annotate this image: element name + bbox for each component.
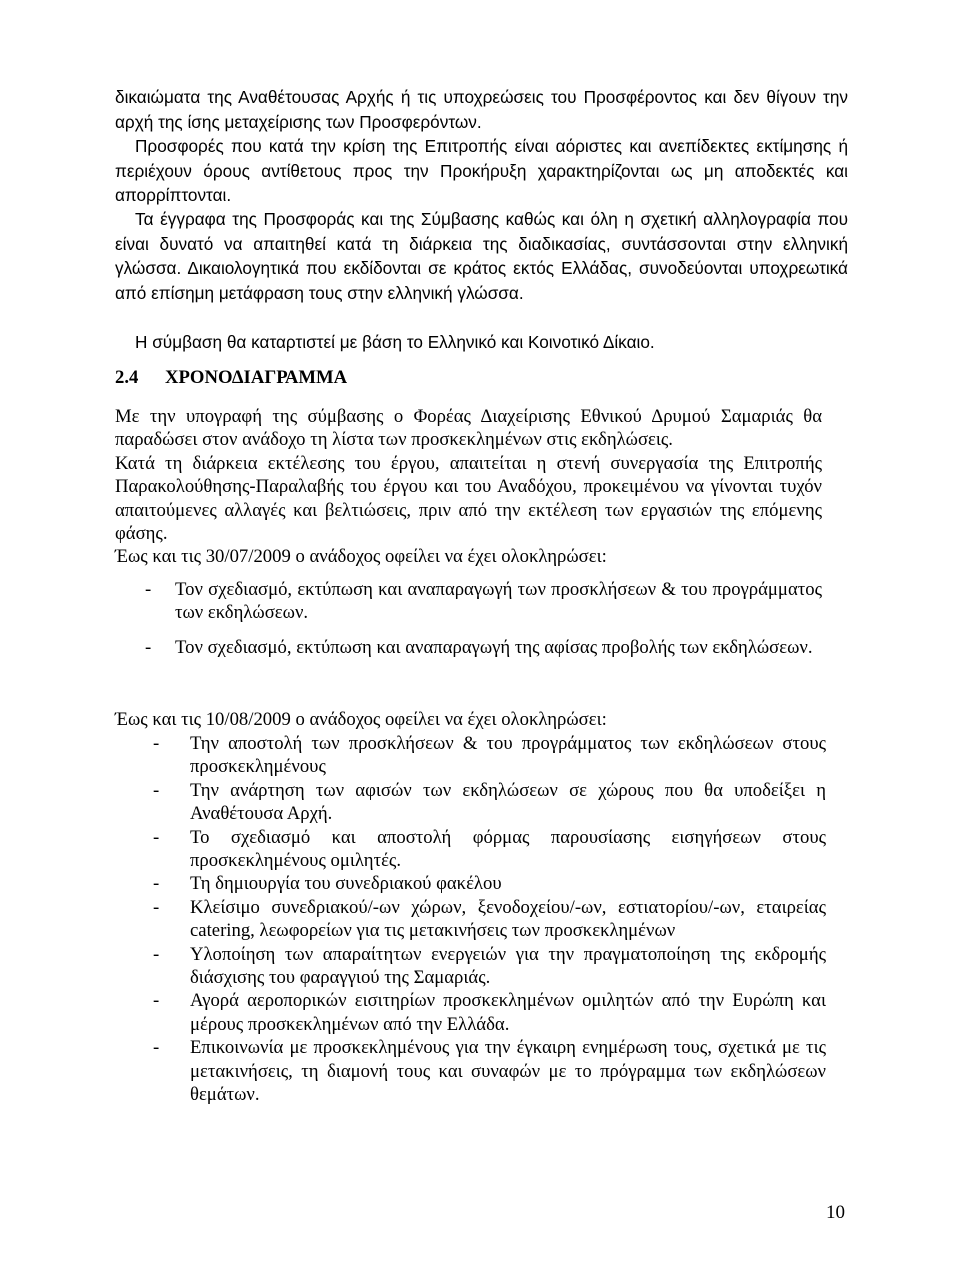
section-number: 2.4 (115, 367, 139, 388)
list-item-text: Επικοινωνία με προσκεκλημένους για την έγκαιρη ενημέρωση τους, σχετικά με τις μετακινήσεις, τη διαμονή τους και συναφών με το πρόγραμμα των εκδηλώσεων θεμάτων. (190, 1037, 826, 1106)
deadline-1-list (145, 578, 822, 659)
list-item-text: Την ανάρτηση των αφισών των εκδηλώσεων σε χώρους που θα υποδείξει η Αναθέτουσα Αρχή. (190, 779, 826, 825)
list-dash: - (153, 873, 160, 895)
list-item-text: Τον σχεδιασμό, εκτύπωση και αναπαραγωγή των προσκλήσεων & του προγράμματος των εκδηλώσεων. (175, 579, 822, 624)
intro-paragraph-offers: Προσφορές που κατά την κρίση της Επιτροπής είναι αόριστες και ανεπίδεκτες εκτίμησης ή περιέχουν όρους αντίθετους προς την Προκήρυξη χαρακτηρίζονται ως μη αποδεκτές και απορρίπτονται. (115, 136, 848, 205)
list-item-text: Υλοποίηση των απαραίτητων ενεργειών για την πραγματοποίηση της εκδρομής διάσχισης του φαραγγιού της Σαμαριάς. (190, 943, 826, 989)
list-item (153, 896, 826, 943)
list-dash: - (153, 826, 160, 848)
list-item-text: Την αποστολή των προσκλήσεων & του προγράμματος των εκδηλώσεων στους προσκεκλημένους (190, 733, 826, 778)
list-item (153, 779, 826, 826)
list-item (145, 578, 822, 625)
list-item-text: Κλείσιμο συνεδριακού/-ων χώρων, ξενοδοχείου/-ων, εστιατορίου/-ων, εταιρείας catering, λεωφορείων για τις μετακινήσεις των προσκεκλημένων (190, 896, 826, 942)
list-dash: - (153, 896, 160, 918)
section-paragraph-cooperation: Κατά τη διάρκεια εκτέλεσης του έργου, απαιτείται η στενή συνεργασία της Επιτροπής Παρακολούθησης-Παραλαβής του έργου και του Αναδόχου, προκειμένου να γίνονται τυχόν απαιτούμενες αλλαγές και βελτιώσεις, πριν από την εκτέλεση των εργασιών της επόμενης φάσης. (115, 453, 822, 545)
intro-paragraph-language: Τα έγγραφα της Προσφοράς και της Σύμβασης καθώς και όλη η σχετική αλληλογραφία που είναι δυνατό να απαιτηθεί κατά τη διάρκεια της διαδικασίας, συντάσσονται στην ελληνική γλώσσα. Δικαιολογητικά που εκδίδονται σε κράτος εκτός Ελλάδας, συνοδεύονται υποχρεωτικά από επίσημη μετάφραση τους στην ελληνική γλώσσα. (115, 209, 848, 303)
section-paragraph-handover: Με την υπογραφή της σύμβασης ο Φορέας Διαχείρισης Εθνικού Δρυμού Σαμαριάς θα παραδώσει στον ανάδοχο τη λίστα των προσκεκλημένων στις εκδηλώσεις. (115, 406, 822, 451)
list-item (153, 826, 826, 873)
deadline-1-intro: Έως και τις 30/07/2009 ο ανάδοχος οφείλει να έχει ολοκληρώσει: (115, 546, 607, 567)
intro-paragraph-continued: δικαιώματα της Αναθέτουσας Αρχής ή τις υποχρεώσεις του Προσφέροντος και δεν θίγουν την αρχή της ίσης μεταχείρισης των Προσφερόντων. (115, 87, 848, 132)
list-item (153, 732, 826, 779)
list-item-text: Τον σχεδιασμό, εκτύπωση και αναπαραγωγή της αφίσας προβολής των εκδηλώσεων. (175, 636, 813, 658)
list-dash: - (145, 579, 152, 600)
list-dash: - (153, 779, 160, 801)
list-item (153, 872, 826, 895)
list-dash: - (153, 943, 160, 965)
list-dash: - (153, 733, 160, 754)
deadline-2-intro: Έως και τις 10/08/2009 ο ανάδοχος οφείλει να έχει ολοκληρώσει: (115, 709, 607, 730)
page-number: 10 (826, 1202, 845, 1223)
list-item-text: Το σχεδιασμό και αποστολή φόρμας παρουσίασης εισηγήσεων στους προσκεκλημένους ομιλητές. (190, 826, 826, 872)
intro-paragraph-law: Η σύμβαση θα καταρτιστεί με βάση το Ελληνικό και Κοινοτικό Δίκαιο. (135, 332, 655, 352)
list-dash: - (153, 990, 160, 1012)
list-item-text: Αγορά αεροπορικών εισιτηρίων προσκεκλημένων ομιλητών από την Ευρώπη και μέρους προσκεκλημένων από την Ελλάδα. (190, 990, 826, 1035)
list-item-text: Τη δημιουργία του συνεδριακού φακέλου (190, 873, 502, 895)
list-item (153, 989, 826, 1036)
section-heading (115, 366, 347, 390)
list-item (153, 1036, 826, 1106)
section-title: ΧΡΟΝΟΔΙΑΓΡΑΜΜΑ (165, 367, 348, 388)
list-item (153, 943, 826, 990)
deadline-2-list (153, 732, 826, 1107)
list-dash: - (145, 636, 152, 658)
list-dash: - (153, 1037, 160, 1059)
list-item (145, 636, 822, 659)
